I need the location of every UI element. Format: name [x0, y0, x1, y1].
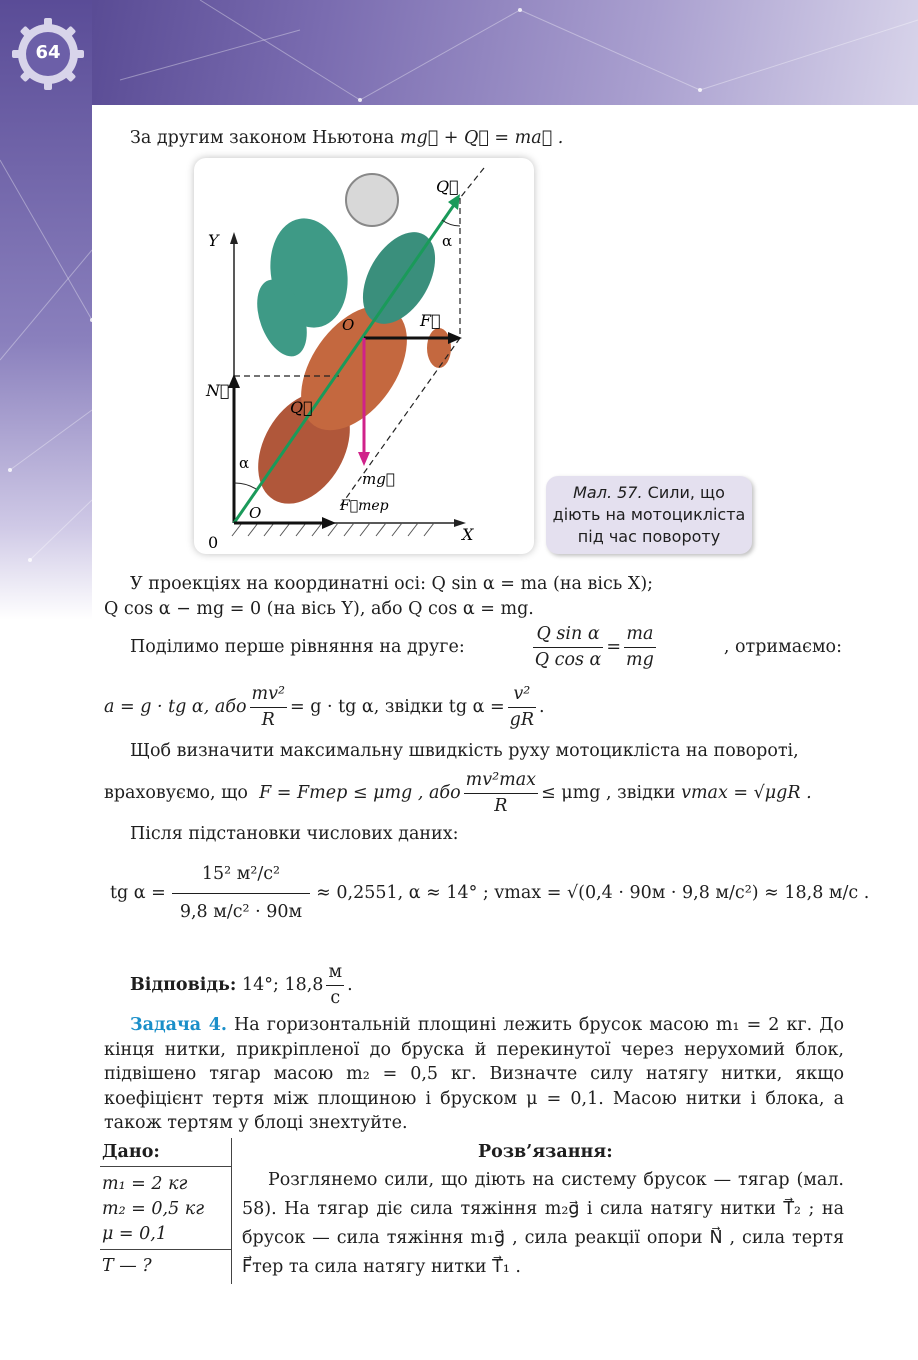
- divide-frac2-num: ma: [624, 622, 656, 648]
- q-top-label: Q⃗: [436, 177, 459, 196]
- newton-law-text: За другим законом Ньютона: [130, 128, 395, 148]
- divide-end: , отримаємо:: [723, 637, 842, 657]
- calc-result: ≈ 0,2551, α ≈ 14° ;: [316, 883, 489, 903]
- account-f: F = Fтер ≤ μmg , або: [259, 783, 461, 803]
- point-o-bottom-label: O: [249, 504, 262, 522]
- answer-unit-den: с: [330, 988, 341, 1008]
- f-force-label: F⃗: [420, 311, 441, 330]
- divide-eq: =: [606, 637, 622, 657]
- result-frac2-den: gR: [509, 710, 535, 730]
- task4-paragraph: [104, 1013, 844, 1136]
- mg-force-label: mg⃗: [362, 470, 395, 488]
- given-divider-vertical: [231, 1138, 232, 1284]
- calc-denominator: 9,8 м/с² · 90м: [179, 902, 303, 922]
- answer-value: 14°; 18,8: [241, 975, 324, 995]
- max-speed-line: Щоб визначити максимальну швидкість руху мотоцикліста на повороті,: [130, 741, 799, 761]
- account-frac-num: mv²max: [464, 768, 538, 794]
- given-item-2: m₂ = 0,5 кг: [102, 1199, 205, 1219]
- after-substitution: Після підстановки числових даних:: [130, 824, 459, 844]
- calculation-line: [110, 856, 869, 931]
- result-frac1-den: R: [261, 710, 275, 730]
- n-force-label: N⃗: [206, 381, 230, 400]
- result-frac1-num: mv²: [250, 682, 288, 708]
- caption-text-1: Сили, що: [647, 483, 725, 502]
- answer-label: Відповідь:: [130, 975, 237, 995]
- task4-title: Задача 4.: [130, 1015, 227, 1035]
- calc-v: vmax = √(0,4 · 90м · 9,8 м/с²) ≈ 18,8 м/с .: [494, 883, 870, 903]
- newton-law-formula: mg⃗ + Q⃗ = ma⃗ .: [399, 128, 564, 148]
- solution-label: Розв’язання:: [478, 1142, 613, 1162]
- caption-text-3: під час повороту: [577, 527, 721, 546]
- caption-text-2: діють на мотоцикліста: [552, 505, 746, 524]
- result-frac2-num: v²: [508, 682, 536, 708]
- divide-frac1-den: Q cos α: [534, 650, 602, 670]
- caption-title: Мал. 57.: [573, 483, 643, 502]
- divide-line: [130, 622, 842, 673]
- motorcyclist-forces-diagram: [194, 158, 534, 554]
- result-a: a = g · tg α, або: [104, 697, 247, 717]
- result-line: [104, 682, 545, 733]
- projection-line-1: У проекціях на координатні осі: Q sin α = ma (на вісь X);: [130, 574, 654, 594]
- answer-end: .: [347, 975, 353, 995]
- given-label: Дано:: [102, 1142, 160, 1162]
- account-frac-den: R: [494, 796, 508, 816]
- point-o-center-label: O: [342, 316, 355, 334]
- y-axis-label: Y: [208, 231, 219, 250]
- account-mid: ≤ μmg , звідки: [541, 783, 676, 803]
- calc-numerator: 15² м²/с²: [172, 856, 310, 894]
- q-mid-label: Q⃗: [290, 398, 313, 417]
- x-axis-label: X: [462, 525, 474, 544]
- divide-frac1-num: Q sin α: [533, 622, 604, 648]
- account-start: враховуємо, що: [104, 783, 248, 803]
- alpha-top-label: α: [442, 232, 453, 250]
- given-item-1: m₁ = 2 кг: [102, 1174, 188, 1194]
- figure-57: [194, 158, 534, 554]
- find-label: T — ?: [102, 1256, 152, 1276]
- solution-text: Розглянемо сили, що діють на систему брусок — тягар (мал. 58). На тягар діє сила тяжіння m₂g⃗ і сила натягу нитки T⃗₂ ; на брусок — сила тяжіння m₁g⃗ , сила реакції опори N⃗ , сила тертя F⃗тер та сила натягу нитки T⃗₁ .: [242, 1170, 844, 1277]
- answer-line: [130, 960, 353, 1011]
- task4-text: На горизонтальній площині лежить брусок масою m₁ = 2 кг. До кінця нитки, прикріпленої до бруска й перекинутої через нерухомий блок, підвішено тягар масою m₂ = 0,5 кг. Визначте силу натягу нитки, якщо коефіцієнт тертя між площиною і бруском μ = 0,1. Масою нитки і блока, а також тертям у блоці знехтуйте.: [104, 1015, 844, 1133]
- calc-tg: tg α =: [110, 883, 166, 903]
- account-line: [104, 768, 812, 819]
- newton-law-line: [130, 126, 563, 151]
- figure-caption: [546, 476, 752, 554]
- result-mid: = g · tg α, звідки tg α =: [290, 697, 505, 717]
- result-end: .: [539, 697, 545, 717]
- divide-text: Поділимо перше рівняння на друге:: [130, 637, 465, 657]
- friction-force-label: F⃗тер: [340, 498, 389, 514]
- divide-frac2-den: mg: [626, 650, 654, 670]
- given-item-3: μ = 0,1: [102, 1224, 167, 1244]
- projection-line-2: Q cos α − mg = 0 (на вісь Y), або Q cos α = mg.: [104, 599, 534, 619]
- origin-label: 0: [208, 533, 219, 552]
- given-divider-top: [100, 1166, 231, 1167]
- alpha-bottom-label: α: [239, 454, 250, 472]
- given-divider-bottom: [100, 1249, 231, 1250]
- page-number: 64: [35, 42, 61, 63]
- account-v: vmax = √μgR .: [681, 783, 812, 803]
- answer-unit-num: м: [326, 960, 344, 986]
